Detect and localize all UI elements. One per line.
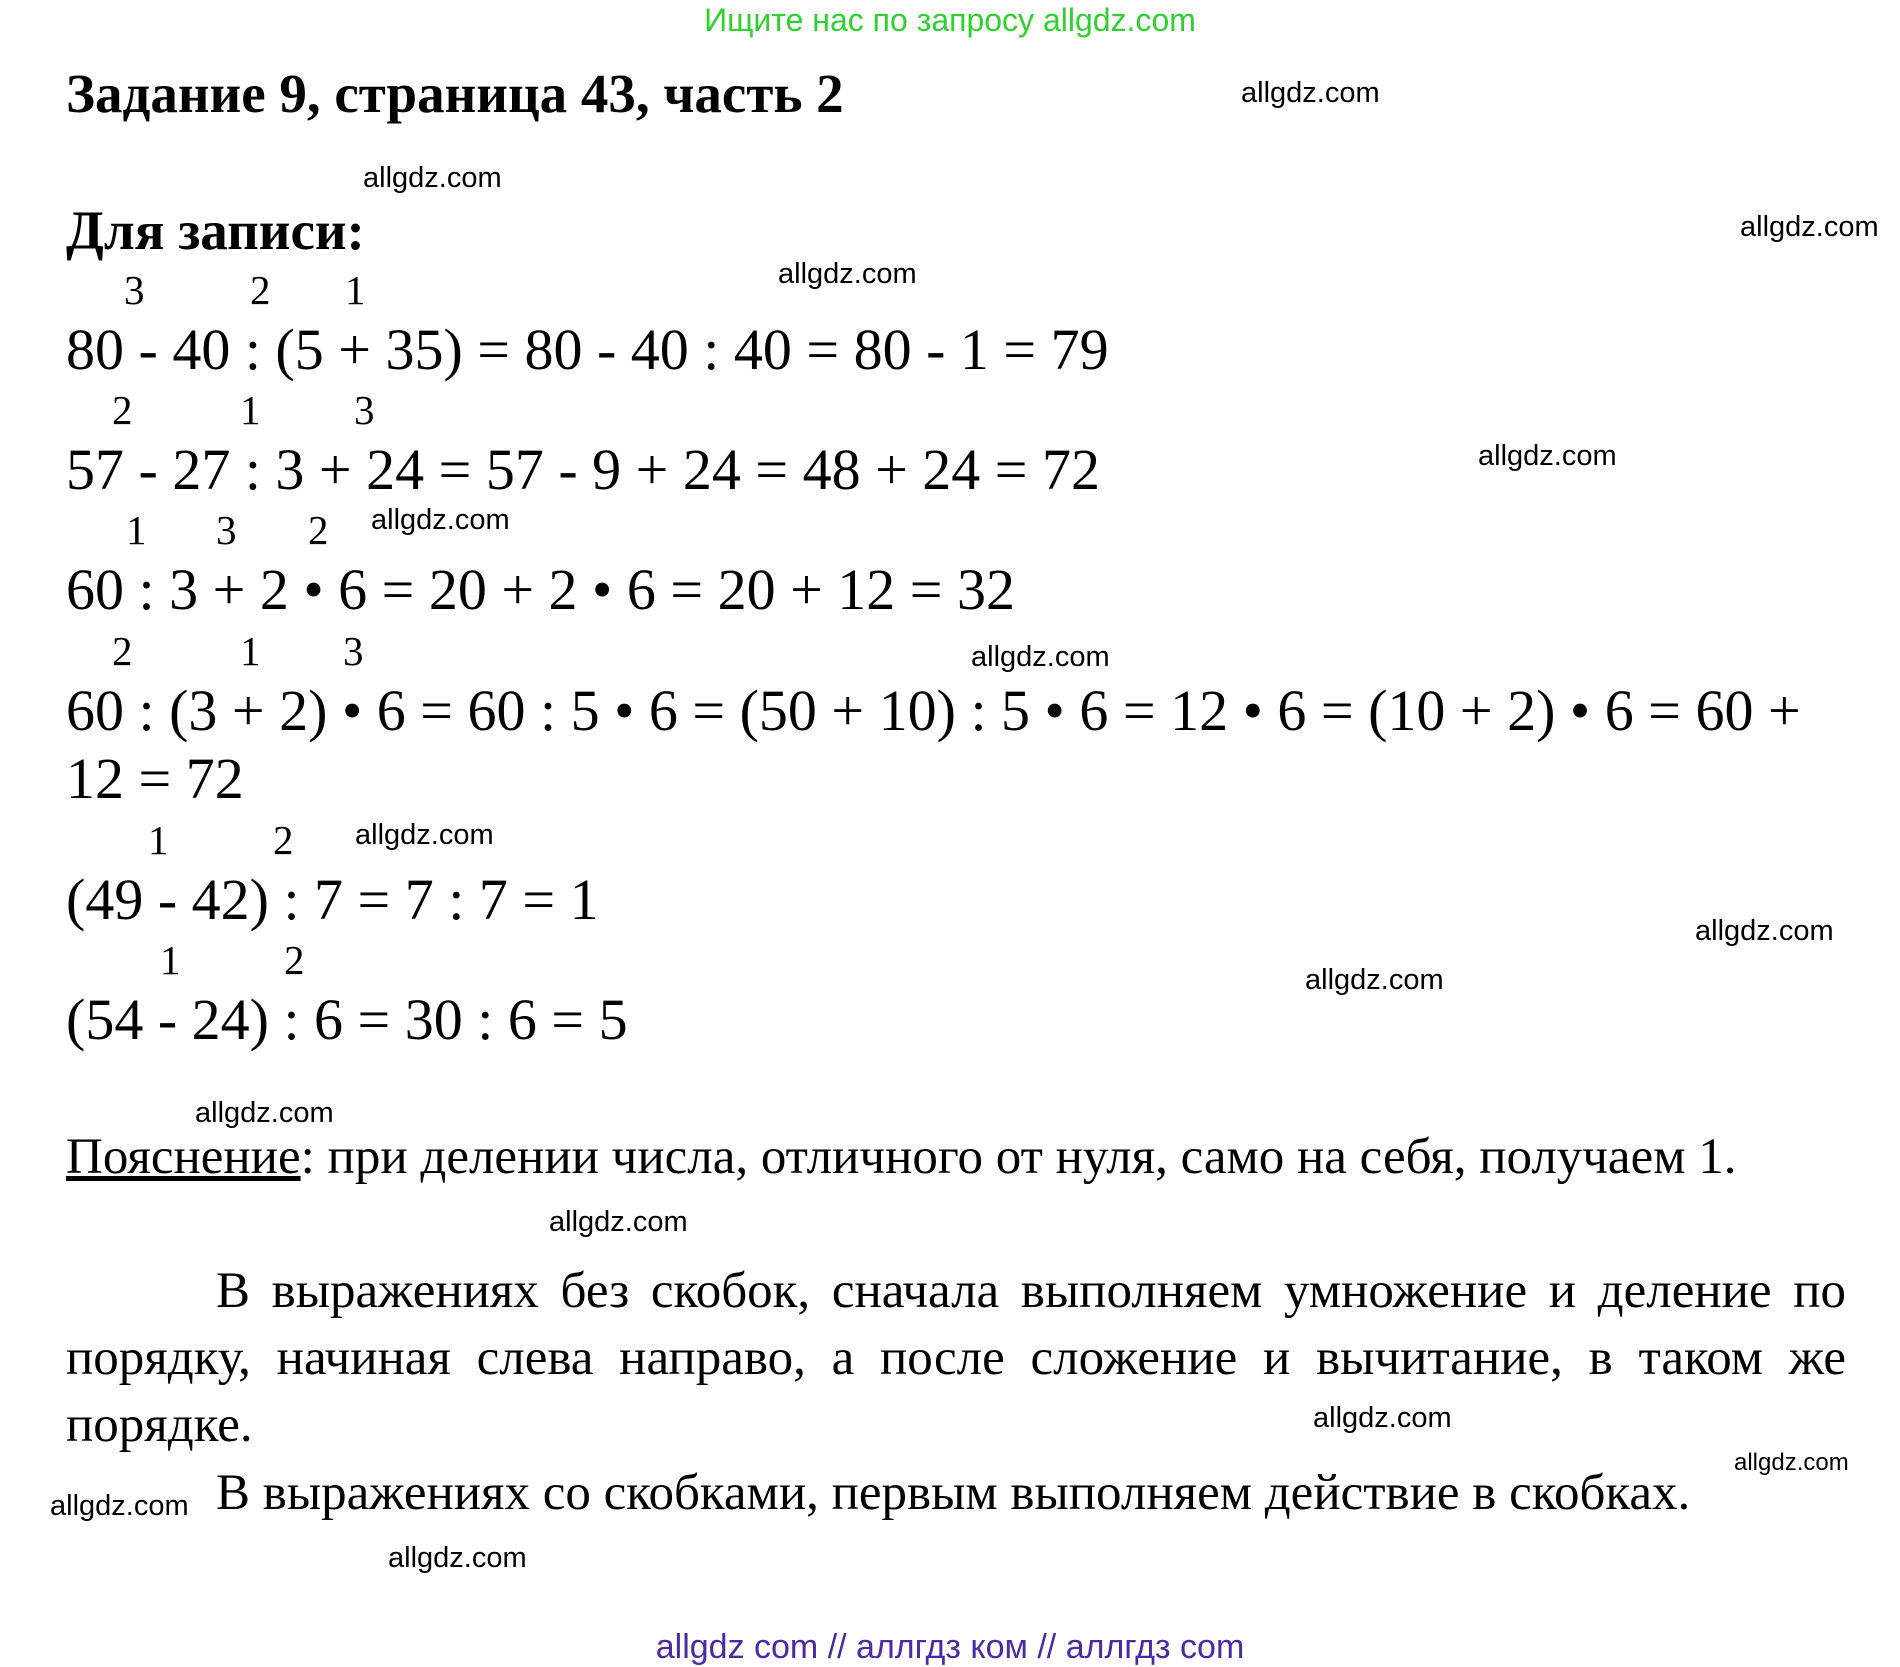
- explanation-paragraph-3: В выражениях со скобками, первым выполняем действие в скобках.: [216, 1465, 1691, 1521]
- watermark: allgdz.com: [1740, 211, 1879, 243]
- order-number: 2: [273, 817, 294, 863]
- expression-line: (49 - 42) : 7 = 7 : 7 = 1: [66, 867, 599, 932]
- order-number: 2: [284, 937, 305, 983]
- expression-line-continued: 12 = 72: [66, 746, 244, 811]
- watermark: allgdz.com: [1478, 440, 1617, 472]
- watermark: allgdz.com: [1734, 1449, 1849, 1476]
- watermark: allgdz.com: [778, 258, 917, 290]
- watermark: allgdz.com: [549, 1206, 688, 1238]
- watermark: allgdz.com: [355, 819, 494, 851]
- order-number: 1: [160, 937, 181, 983]
- expression-line: 80 - 40 : (5 + 35) = 80 - 40 : 40 = 80 - 1 = 79: [66, 317, 1109, 382]
- watermark: allgdz.com: [1695, 915, 1834, 947]
- order-number: 1: [126, 507, 147, 553]
- explanation-paragraph-1: [66, 1124, 1846, 1191]
- top-banner: Ищите нас по запросу allgdz.com: [704, 2, 1196, 38]
- watermark: allgdz.com: [1313, 1402, 1452, 1434]
- order-number: 1: [345, 267, 366, 313]
- order-number: 3: [343, 628, 364, 674]
- order-number: 1: [148, 817, 169, 863]
- order-number: 3: [354, 387, 375, 433]
- expression-line: 57 - 27 : 3 + 24 = 57 - 9 + 24 = 48 + 24 = 72: [66, 437, 1101, 502]
- watermark: allgdz.com: [371, 504, 510, 536]
- watermark: allgdz.com: [363, 162, 502, 194]
- explanation-label: Пояснение: [66, 1129, 301, 1185]
- order-number: 2: [112, 387, 133, 433]
- watermark: allgdz.com: [50, 1490, 189, 1522]
- explanation-text: : при делении числа, отличного от нуля, само на себя, получаем 1.: [300, 1129, 1737, 1185]
- order-number: 2: [112, 628, 133, 674]
- watermark: allgdz.com: [1241, 77, 1380, 109]
- order-number: 2: [308, 507, 329, 553]
- order-number: 1: [240, 387, 261, 433]
- order-number: 2: [250, 267, 271, 313]
- order-number: 3: [124, 267, 145, 313]
- expression-line: (54 - 24) : 6 = 30 : 6 = 5: [66, 987, 628, 1052]
- order-number: 1: [240, 628, 261, 674]
- watermark: allgdz.com: [1305, 964, 1444, 996]
- section-label: Для записи:: [66, 200, 365, 261]
- order-number: 3: [216, 507, 237, 553]
- watermark: allgdz.com: [195, 1097, 334, 1129]
- watermark: allgdz.com: [971, 641, 1110, 673]
- explanation-paragraph-2: В выражениях без скобок, сначала выполняем умножение и деление по порядку, начиная слева направо, а после сложение и вычитание, в таком же порядке.: [66, 1263, 1846, 1453]
- watermark: allgdz.com: [388, 1542, 527, 1574]
- footer: allgdz com // аллгдз ком // аллгдз com: [655, 1628, 1245, 1666]
- expression-line: 60 : 3 + 2 • 6 = 20 + 2 • 6 = 20 + 12 = 32: [66, 557, 1015, 622]
- expression-line: 60 : (3 + 2) • 6 = 60 : 5 • 6 = (50 + 10) : 5 • 6 = 12 • 6 = (10 + 2) • 6 = 60 +: [66, 678, 1801, 743]
- page-title: Задание 9, страница 43, часть 2: [66, 63, 844, 124]
